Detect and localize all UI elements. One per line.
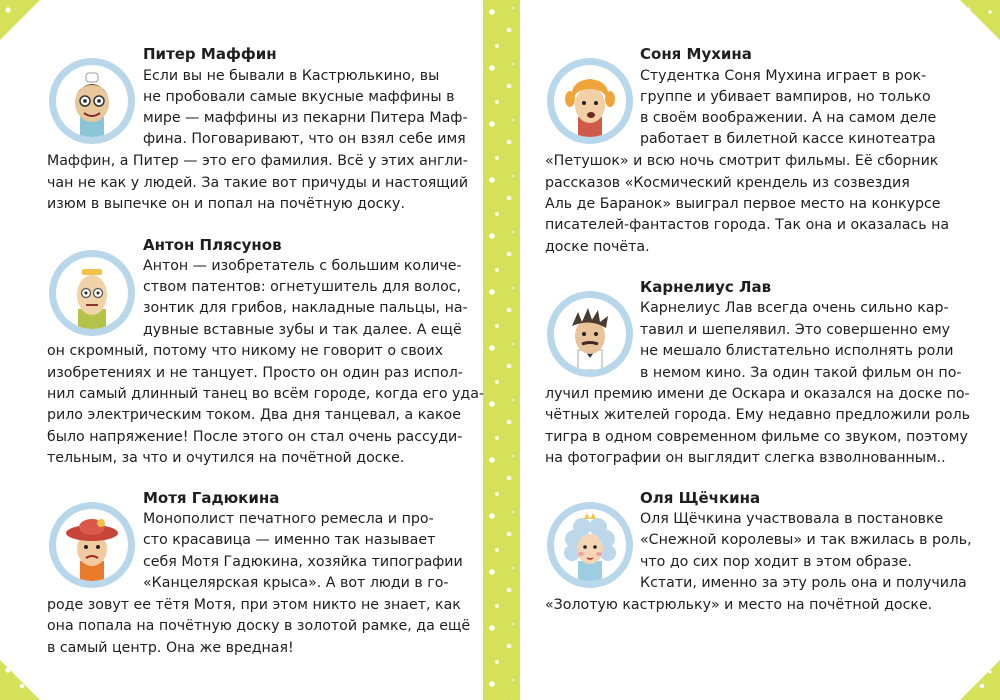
text-line: тигра в одном современном фильме со звуком, поэтому (545, 429, 968, 445)
entry-name-sonya-mukhina: Соня Мухина (640, 45, 752, 63)
text-line: он скромный, потому что никому не говорит о своих (47, 343, 443, 359)
entry-name-karnelius-lav: Карнелиус Лав (640, 278, 772, 296)
text-line: не пробовали самые вкусные маффины в (143, 89, 455, 105)
entry-name-anton-plyasunov: Антон Плясунов (143, 236, 282, 254)
text-line: изобретениях и не танцует. Просто он один раз испол- (47, 365, 463, 381)
text-line: доске почёта. (545, 239, 650, 255)
text-line: работает в билетной кассе кинотеатра (640, 131, 936, 147)
text-line: чётных жителей города. Ему недавно предложили роль (545, 407, 971, 423)
text-line: «Снежной королевы» и так вжилась в роль, (640, 532, 972, 548)
entry-name-olya-shchyochkina: Оля Щёчкина (640, 489, 761, 507)
text-line: «Золотую кастрюльку» и место на почётной доске. (545, 597, 933, 613)
text-line: в своём воображении. А на самом деле (640, 110, 937, 126)
text-line: рассказов «Космический крендель из созвездия (545, 175, 910, 191)
text-line: фина. Поговаривают, что он взял себе имя (143, 131, 466, 147)
text-line: Монополист печатного ремесла и про- (143, 511, 434, 527)
text-line: что до сих пор ходит в этом образе. (640, 554, 912, 570)
text-line: «Петушок» и всю ночь смотрит фильмы. Её сборник (545, 153, 939, 169)
text-line: чан не как у людей. За такие вот причуды и настоящий (47, 175, 469, 191)
portrait-motya-gadyukina (49, 502, 135, 588)
text-line: рило электрическим током. Два дня танцевал, а какое (47, 407, 461, 423)
portrait-piter-maffin (49, 58, 135, 144)
text-line: сто красавица — именно так называет (143, 532, 436, 548)
portrait-sonya-mukhina (547, 58, 633, 144)
text-line: Если вы не бывали в Кастрюлькино, вы (143, 68, 440, 84)
text-line: тавил и шепелявил. Это совершенно ему (640, 322, 951, 338)
text-line: не мешало блистательно исполнять роли (640, 343, 954, 359)
text-line: Антон — изобретатель с большим количе- (143, 258, 462, 274)
text-line: мире — маффины из пекарни Питера Маф- (143, 110, 468, 126)
text-line: нил самый длинный танец во всём городе, когда его уда- (47, 386, 485, 402)
text-line: Карнелиус Лав всегда очень сильно кар- (640, 300, 949, 316)
text-line: тельным, за что и очутился на почётной доске. (47, 450, 405, 466)
text-line: она попала на почётную доску в золотой рамке, да ещё (47, 618, 471, 634)
portrait-olya-shchyochkina (547, 502, 633, 588)
text-line: ством патентов: огнетушитель для волос, (143, 279, 462, 295)
text-line: в самый центр. Она же вредная! (47, 640, 294, 656)
text-line: «Канцелярская крыса». А вот люди в го- (143, 575, 449, 591)
text-line: изюм в выпечке он и попал на почётную доску. (47, 196, 405, 212)
portrait-karnelius-lav (547, 291, 633, 377)
text-line: на фотографии он выглядит слегка взволнованным.. (545, 450, 946, 466)
text-line: себя Мотя Гадюкина, хозяйка типографии (143, 554, 463, 570)
text-line: в немом кино. За один такой фильм он по- (640, 365, 962, 381)
text-line: группе и убивает вампиров, но только (640, 89, 931, 105)
text-line: зонтик для грибов, накладные пальцы, на- (143, 300, 468, 316)
portrait-anton-plyasunov (49, 250, 135, 336)
text-line: писателей-фантастов города. Так она и оказалась на (545, 217, 950, 233)
entry-name-motya-gadyukina: Мотя Гадюкина (143, 489, 280, 507)
text-line: Кстати, именно за эту роль она и получила (640, 575, 967, 591)
text-line: Оля Щёчкина участвовала в постановке (640, 511, 944, 527)
text-line: Аль де Баранок» выиграл первое место на конкурсе (545, 196, 941, 212)
text-line: дувные вставные зубы и так далее. А ещё (143, 322, 462, 338)
text-line: роде зовут ее тётя Мотя, при этом никто не знает, как (47, 597, 461, 613)
book-spine-pattern (483, 0, 520, 700)
text-line: лучил премию имени де Оскара и оказался на доске по- (545, 386, 970, 402)
text-line: Маффин, а Питер — это его фамилия. Всё у этих англи- (47, 153, 468, 169)
text-line: Студентка Соня Мухина играет в рок- (640, 68, 927, 84)
entry-name-piter-maffin: Питер Маффин (143, 45, 277, 63)
text-line: было напряжение! После этого он стал очень рассуди- (47, 429, 463, 445)
